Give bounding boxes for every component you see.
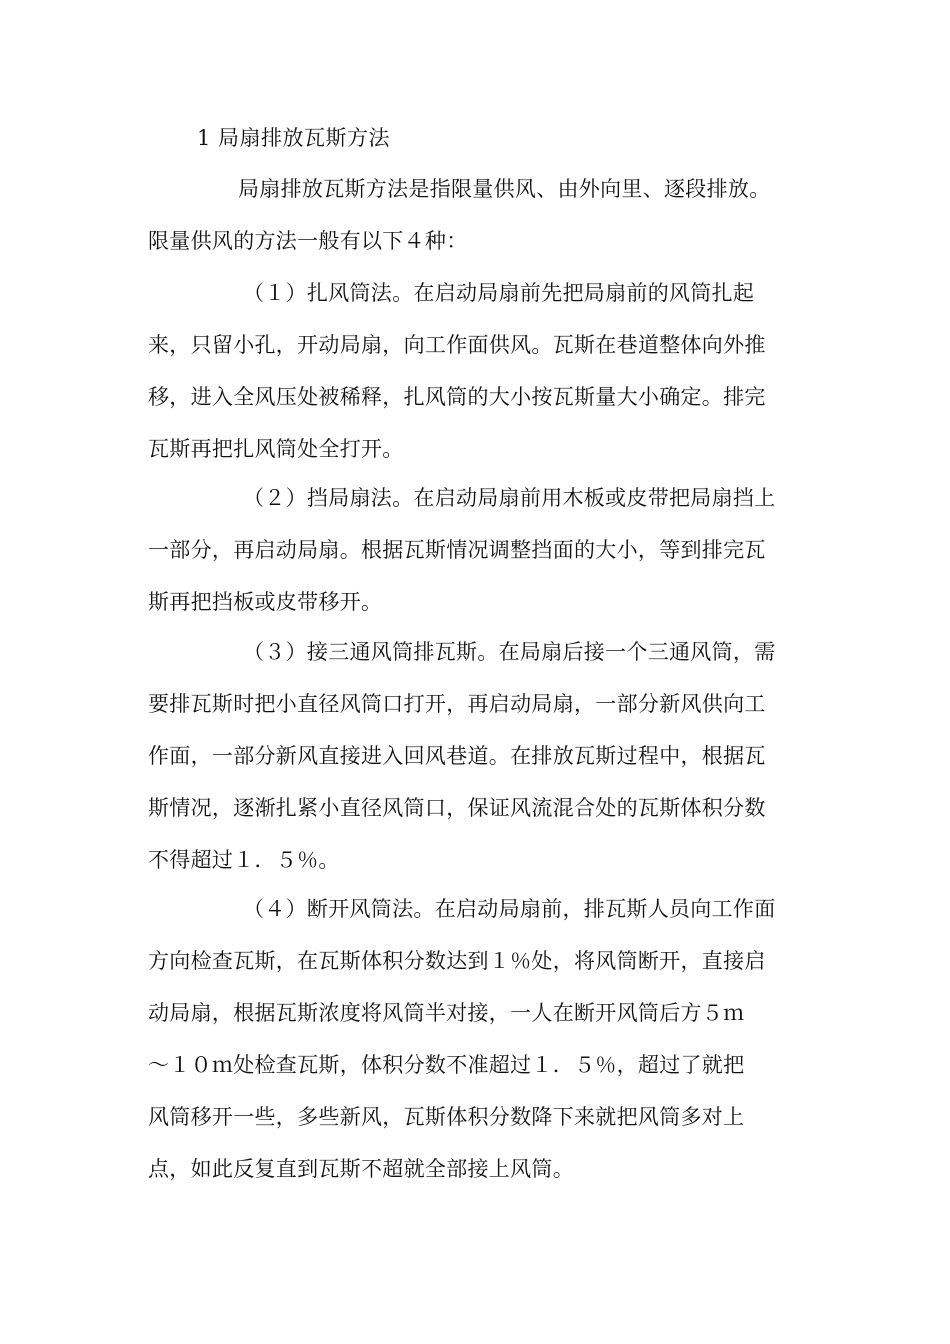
paragraph-line: 瓦斯再把扎风筒处全打开。 xyxy=(148,437,404,461)
paragraph-line: 风筒移开一些，多些新风，瓦斯体积分数降下来就把风筒多对上 xyxy=(148,1105,745,1129)
method-1-paragraph xyxy=(148,267,808,475)
paragraph-line: 要排瓦斯时把小直径风筒口打开，再启动局扇，一部分新风供向工 xyxy=(148,692,766,716)
method-2-paragraph xyxy=(148,472,808,628)
paragraph-line: 斯情况，逐渐扎紧小直径风筒口，保证风流混合处的瓦斯体积分数 xyxy=(148,796,766,820)
method-4-paragraph xyxy=(148,883,808,1195)
paragraph-line: 来，只留小孔，开动局扇，向工作面供风。瓦斯在巷道整体向外推 xyxy=(148,333,766,357)
paragraph-line: 限量供风的方法一般有以下４种： xyxy=(148,229,468,253)
paragraph-line: 方向检查瓦斯，在瓦斯体积分数达到１％处，将风筒断开，直接启 xyxy=(148,949,766,973)
paragraph-line: （２）挡局扇法。在启动局扇前用木板或皮带把局扇挡上 xyxy=(243,486,776,510)
intro-paragraph xyxy=(148,163,808,267)
paragraph-line: （４）断开风筒法。在启动局扇前，排瓦斯人员向工作面 xyxy=(243,897,776,921)
paragraph-line: 点，如此反复直到瓦斯不超就全部接上风筒。 xyxy=(148,1157,574,1181)
paragraph-line: 斯再把挡板或皮带移开。 xyxy=(148,590,383,614)
paragraph-line: （１）扎风筒法。在启动局扇前先把局扇前的风筒扎起 xyxy=(243,281,755,305)
section-heading: 1 局扇排放瓦斯方法 xyxy=(197,126,391,150)
paragraph-line: 一部分，再启动局扇。根据瓦斯情况调整挡面的大小，等到排完瓦 xyxy=(148,538,766,562)
paragraph-line: （３）接三通风筒排瓦斯。在局扇后接一个三通风筒，需 xyxy=(243,640,776,664)
method-3-paragraph xyxy=(148,626,808,886)
paragraph-line: 动局扇，根据瓦斯浓度将风筒半对接，一人在断开风筒后方５ｍ xyxy=(148,1001,745,1025)
paragraph-line: 不得超过１．５％。 xyxy=(148,848,340,872)
paragraph-line: 作面，一部分新风直接进入回风巷道。在排放瓦斯过程中，根据瓦 xyxy=(148,744,766,768)
paragraph-line: 移，进入全风压处被稀释，扎风筒的大小按瓦斯量大小确定。排完 xyxy=(148,385,766,409)
paragraph-line: 局扇排放瓦斯方法是指限量供风、由外向里、逐段排放。 xyxy=(238,177,771,201)
paragraph-line: ～１０ｍ处检查瓦斯，体积分数不准超过１．５％，超过了就把 xyxy=(148,1053,745,1077)
